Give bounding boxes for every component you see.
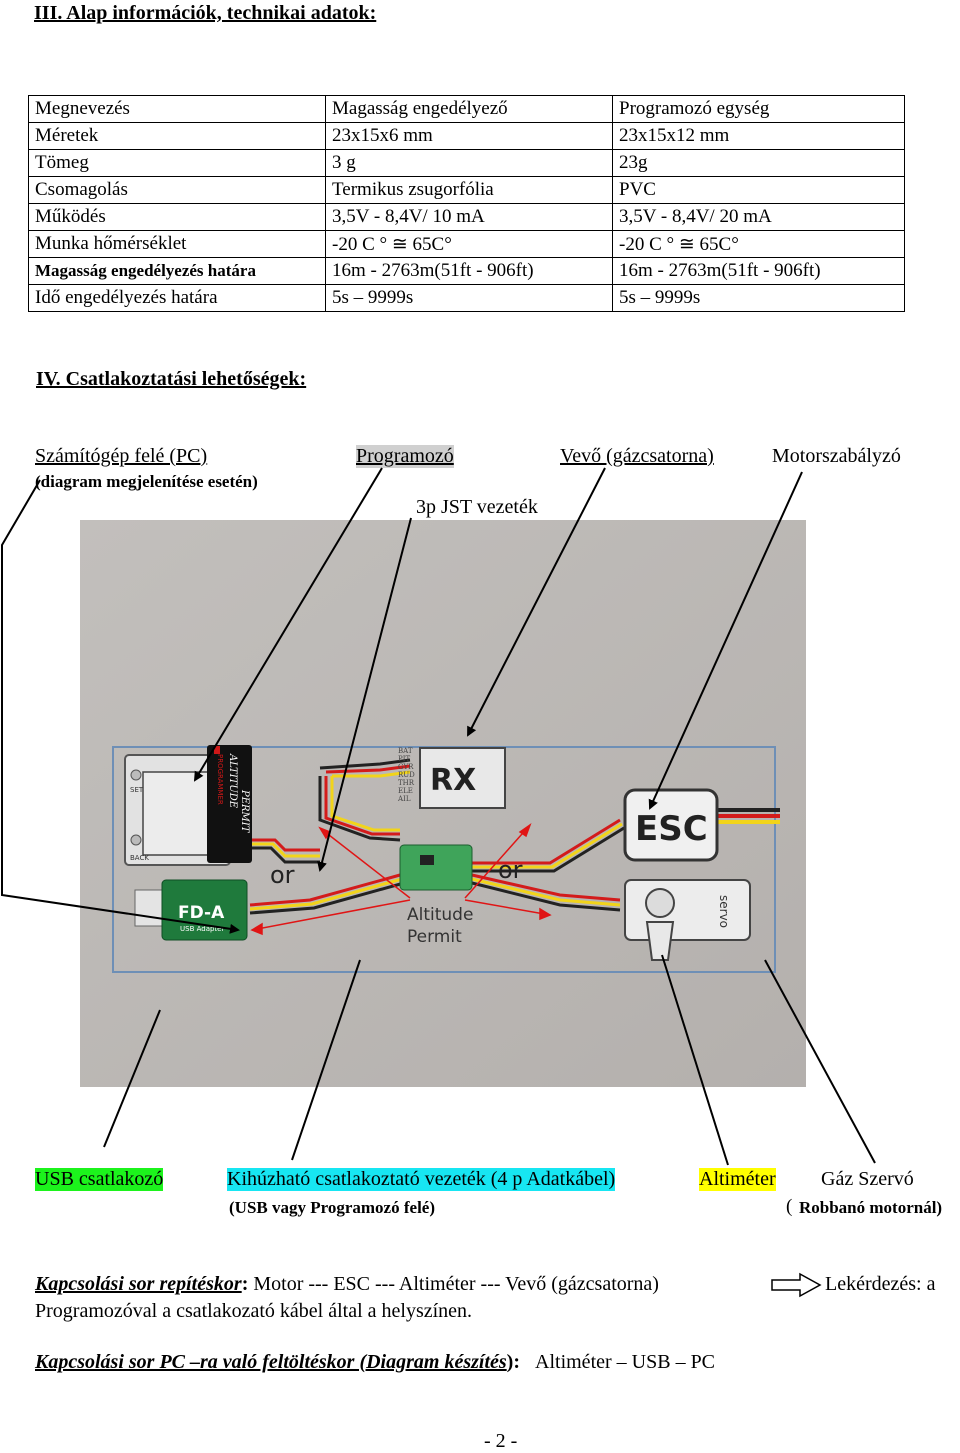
section-heading-3: III. Alap információk, technikai adatok: xyxy=(34,2,377,24)
table-cell: Működés xyxy=(29,204,326,231)
paragraph-flight xyxy=(35,1273,659,1296)
table-cell: 23g xyxy=(613,150,905,177)
table-cell: Csomagolás xyxy=(29,177,326,204)
paragraph-flight-text: Motor --- ESC --- Altiméter --- Vevő (gázcsatorna) xyxy=(253,1273,659,1295)
table-cell: -20 C ° ≅ 65C° xyxy=(613,231,905,258)
or-label: or xyxy=(270,861,295,889)
fda-sub-label: USB Adapter xyxy=(180,925,225,933)
rx-pin-label: ELE xyxy=(398,787,413,795)
label-motorszabalyzo: Motorszabályzó xyxy=(772,445,901,467)
table-cell: 5s – 9999s xyxy=(326,285,613,312)
paragraph-pc xyxy=(35,1351,715,1374)
fda-label: FD-A xyxy=(178,903,225,923)
programmer-brand-2: PERMIT xyxy=(239,790,250,833)
paragraph-pc-label: Kapcsolási sor PC –ra való feltöltéskor (Diagram készítés xyxy=(35,1351,507,1373)
rx-pin-label: GYR xyxy=(398,763,414,771)
table-cell: 23x15x6 mm xyxy=(326,123,613,150)
table-cell: Programozó egység xyxy=(613,96,905,123)
table-cell: 3,5V - 8,4V/ 10 mA xyxy=(326,204,613,231)
paragraph-flight-colon: : xyxy=(241,1273,249,1295)
table-cell: 3 g xyxy=(326,150,613,177)
rx-pin-label: BAT xyxy=(398,747,413,755)
rx-pin-label: RUD xyxy=(398,771,415,779)
table-cell: Munka hőmérséklet xyxy=(29,231,326,258)
label-pc-note: (diagram megjelenítése esetén) xyxy=(35,472,258,491)
servo-label: servo xyxy=(717,895,731,929)
label-programozo: Programozó xyxy=(356,445,454,467)
rx-pin-label: AIL xyxy=(398,795,411,803)
rx-pin-label: PIT xyxy=(398,755,411,763)
altitude-label-1: Altitude xyxy=(407,905,474,925)
label-jst: 3p JST vezeték xyxy=(416,496,538,518)
paragraph-pc-close: ) xyxy=(506,1351,514,1373)
table-cell: 3,5V - 8,4V/ 20 mA xyxy=(613,204,905,231)
table-cell: Magasság engedélyező xyxy=(326,96,613,123)
altitude-label-2: Permit xyxy=(407,927,462,947)
double-arrow xyxy=(772,1274,820,1296)
table-cell: Idő engedélyezés határa xyxy=(29,285,326,312)
label-altimeter: Altiméter xyxy=(699,1168,776,1190)
table-cell: 16m - 2763m(51ft - 906ft) xyxy=(613,258,905,285)
table-cell: Termikus zsugorfólia xyxy=(326,177,613,204)
table-cell: Tömeg xyxy=(29,150,326,177)
page-number: - 2 - xyxy=(484,1430,518,1452)
button-back-label: BACK xyxy=(130,854,149,862)
label-usb: USB csatlakozó xyxy=(35,1168,164,1190)
section-heading-4: IV. Csatlakoztatási lehetőségek: xyxy=(36,368,307,390)
label-gaz-note: Robbanó motornál) xyxy=(799,1198,943,1217)
table-cell: 16m - 2763m(51ft - 906ft) xyxy=(326,258,613,285)
label-kihuzhato: Kihúzható csatlakoztató vezeték (4 p Adatkábel) xyxy=(227,1168,616,1190)
label-gaz-paren: ( xyxy=(786,1196,793,1217)
table-cell: Magasság engedélyezés határa xyxy=(29,258,326,285)
paragraph-pc-text: Altiméter – USB – PC xyxy=(535,1351,716,1373)
paragraph-flight-line2: Programozóval a csatlakozató kábel által a helyszínen. xyxy=(35,1300,473,1322)
table-cell: Méretek xyxy=(29,123,326,150)
table-cell: PVC xyxy=(613,177,905,204)
label-kihuzhato-note: (USB vagy Programozó felé) xyxy=(229,1198,435,1217)
programmer-brand-3: PROGRAMMER xyxy=(216,754,224,805)
label-pc: Számítógép felé (PC) xyxy=(35,445,208,467)
table-cell: -20 C ° ≅ 65C° xyxy=(326,231,613,258)
paragraph-pc-colon: : xyxy=(513,1351,521,1373)
rx-pin-label: THR xyxy=(398,779,415,787)
paragraph-flight-label: Kapcsolási sor repítéskor xyxy=(35,1273,242,1295)
or-label: or xyxy=(498,856,523,884)
label-gaz-szervo: Gáz Szervó xyxy=(821,1168,914,1190)
table-cell: Megnevezés xyxy=(29,96,326,123)
esc-label: ESC xyxy=(635,809,708,849)
label-vevo: Vevő (gázcsatorna) xyxy=(560,445,714,467)
programmer-brand-1: ALTITUDE xyxy=(227,754,238,809)
paragraph-flight-after: Lekérdezés: a xyxy=(825,1273,936,1295)
table-cell: 5s – 9999s xyxy=(613,285,905,312)
table-cell: 23x15x12 mm xyxy=(613,123,905,150)
rx-label: RX xyxy=(430,763,477,798)
button-set-label: SET xyxy=(130,786,144,794)
